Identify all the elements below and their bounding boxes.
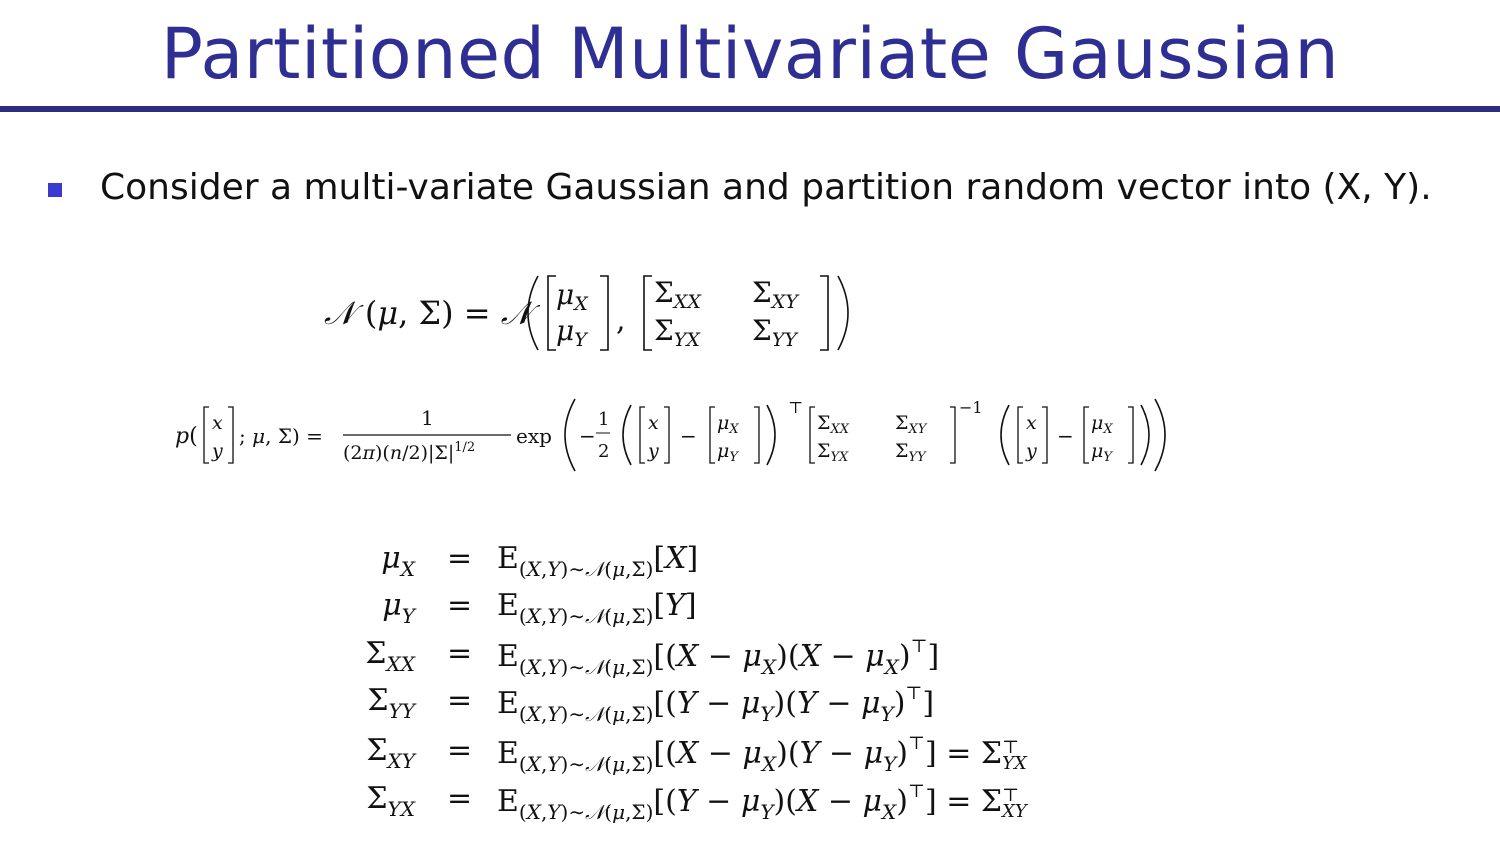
gaussian-definition-equation xyxy=(320,268,880,358)
diff1-x: x xyxy=(648,412,659,434)
inverse-symbol: −1 xyxy=(959,398,983,417)
density-params: ; μ, Σ) = xyxy=(239,424,323,448)
diff1-open-paren xyxy=(623,405,631,465)
moment-rhs: $E_{(X,Y)\sim 𝒩(\mu,\Sigma)}[X]$ xyxy=(497,541,699,581)
diff2-mu-left-bracket xyxy=(1084,407,1089,463)
diff1-mu-y: $\mu_Y$ xyxy=(717,440,738,465)
mean-vector-left-bracket xyxy=(548,276,556,350)
eq1-comma: , xyxy=(616,303,626,338)
diff1-minus: − xyxy=(680,424,697,448)
diff2-x-left-bracket xyxy=(1018,407,1023,463)
diff2-mu-y: $\mu_Y$ xyxy=(1091,440,1112,465)
exp-open-paren xyxy=(565,399,575,471)
diff1-y: y xyxy=(648,440,659,462)
diff1-mu-left-bracket xyxy=(710,407,715,463)
equals-sign: = xyxy=(447,781,473,816)
eq1-close-paren xyxy=(838,276,848,350)
eq1-lhs: 𝒩 (μ, Σ) = 𝒩 xyxy=(324,294,532,332)
diff2-open-paren xyxy=(1001,405,1009,465)
title-divider xyxy=(0,106,1500,112)
bullet-square-icon xyxy=(48,183,62,197)
density-p: p( xyxy=(175,424,198,449)
inv-cov-left-bracket xyxy=(810,407,815,463)
diff1-close-paren xyxy=(767,405,775,465)
gaussian-density-svg xyxy=(175,395,1175,475)
cov-yy: $\Sigma_{YY}$ xyxy=(752,314,797,351)
diff2-x: x xyxy=(1026,412,1037,434)
diff2-mu-right-bracket xyxy=(1128,407,1133,463)
equals-sign: = xyxy=(447,541,473,576)
half-denominator: 2 xyxy=(598,441,610,462)
diff2-close-paren xyxy=(1141,405,1149,465)
fraction-numerator: 1 xyxy=(421,406,434,430)
fraction-denominator: $(2\pi)(n/2)|\Sigma|^{1/2}$ xyxy=(343,440,476,464)
moment-rhs: $E_{(X,Y)\sim 𝒩(\mu,\Sigma)}[Y]$ xyxy=(497,588,697,628)
gaussian-definition-svg xyxy=(320,268,880,358)
exp-close-paren xyxy=(1155,399,1165,471)
moment-rhs: $E_{(X,Y)\sim 𝒩(\mu,\Sigma)}[(Y - \mu_Y)(Y - \mu_Y)^⊤]$ xyxy=(497,683,935,726)
moment-rhs: $E_{(X,Y)\sim 𝒩(\mu,\Sigma)}[(Y - \mu_Y)(X - \mu_X)^⊤]$ = Σ⊤ XY xyxy=(497,781,1027,824)
moment-lhs: $\Sigma_{YY}$ xyxy=(367,683,415,723)
inv-cov-yx: $\Sigma_{YX}$ xyxy=(817,440,849,465)
equals-sign: = xyxy=(447,683,473,718)
mean-vector-right-bracket xyxy=(600,276,608,350)
exp-label: exp xyxy=(516,424,552,448)
diff1-x-right-bracket xyxy=(664,407,669,463)
equals-sign: = xyxy=(447,636,473,671)
inv-cov-right-bracket xyxy=(950,407,955,463)
transpose-symbol: ⊤ xyxy=(788,398,804,417)
half-numerator: 1 xyxy=(598,409,610,430)
moment-equation-row xyxy=(0,733,1500,781)
diff1-mu-right-bracket xyxy=(754,407,759,463)
inv-cov-xy: $\Sigma_{XY}$ xyxy=(895,412,927,437)
moment-equation-row xyxy=(0,683,1500,731)
slide-title: Partitioned Multivariate Gaussian xyxy=(160,13,1340,95)
gaussian-density-equation xyxy=(175,395,1175,475)
inv-cov-xx: $\Sigma_{XX}$ xyxy=(817,412,849,437)
diff2-mu-x: $\mu_X$ xyxy=(1091,412,1113,437)
diff2-x-right-bracket xyxy=(1042,407,1047,463)
moment-equation-row xyxy=(0,541,1500,589)
cov-yx: $\Sigma_{YX}$ xyxy=(654,314,700,351)
inv-cov-yy: $\Sigma_{YY}$ xyxy=(895,440,926,465)
minus-sign: − xyxy=(579,424,596,448)
moment-lhs: $\mu_X$ xyxy=(381,541,415,581)
moment-lhs: $\Sigma_{XX}$ xyxy=(365,636,415,676)
diff1-x-left-bracket xyxy=(640,407,645,463)
moment-lhs: $\mu_Y$ xyxy=(382,588,415,628)
moment-lhs: $\Sigma_{YX}$ xyxy=(366,781,415,821)
moment-rhs: $E_{(X,Y)\sim 𝒩(\mu,\Sigma)}[(X - \mu_X)(X - \mu_X)^⊤]$ xyxy=(497,636,940,679)
diff2-y: y xyxy=(1026,440,1037,462)
mean-x: $\mu_X$ xyxy=(556,278,588,315)
vec-x: x xyxy=(212,412,223,434)
mean-y: $\mu_Y$ xyxy=(556,314,587,351)
cov-xx: $\Sigma_{XX}$ xyxy=(654,276,701,313)
cov-matrix-right-bracket xyxy=(820,276,828,350)
equals-sign: = xyxy=(447,733,473,768)
xy-vector-right-bracket xyxy=(228,407,233,463)
moment-equation-row xyxy=(0,588,1500,636)
xy-vector-left-bracket xyxy=(204,407,209,463)
moment-lhs: $\Sigma_{XY}$ xyxy=(366,733,415,773)
bullet-text: Consider a multi-variate Gaussian and partition random vector into (X, Y). xyxy=(100,167,1432,208)
diff2-minus: − xyxy=(1057,424,1074,448)
moment-equation-row xyxy=(0,636,1500,684)
moment-rhs: $E_{(X,Y)\sim 𝒩(\mu,\Sigma)}[(X - \mu_X)(Y - \mu_Y)^⊤]$ = Σ⊤ YX xyxy=(497,733,1027,776)
equals-sign: = xyxy=(447,588,473,623)
diff1-mu-x: $\mu_X$ xyxy=(717,412,739,437)
vec-y: y xyxy=(212,440,223,462)
cov-matrix-left-bracket xyxy=(644,276,652,350)
moment-equation-row xyxy=(0,781,1500,829)
cov-xy: $\Sigma_{XY}$ xyxy=(752,276,798,313)
